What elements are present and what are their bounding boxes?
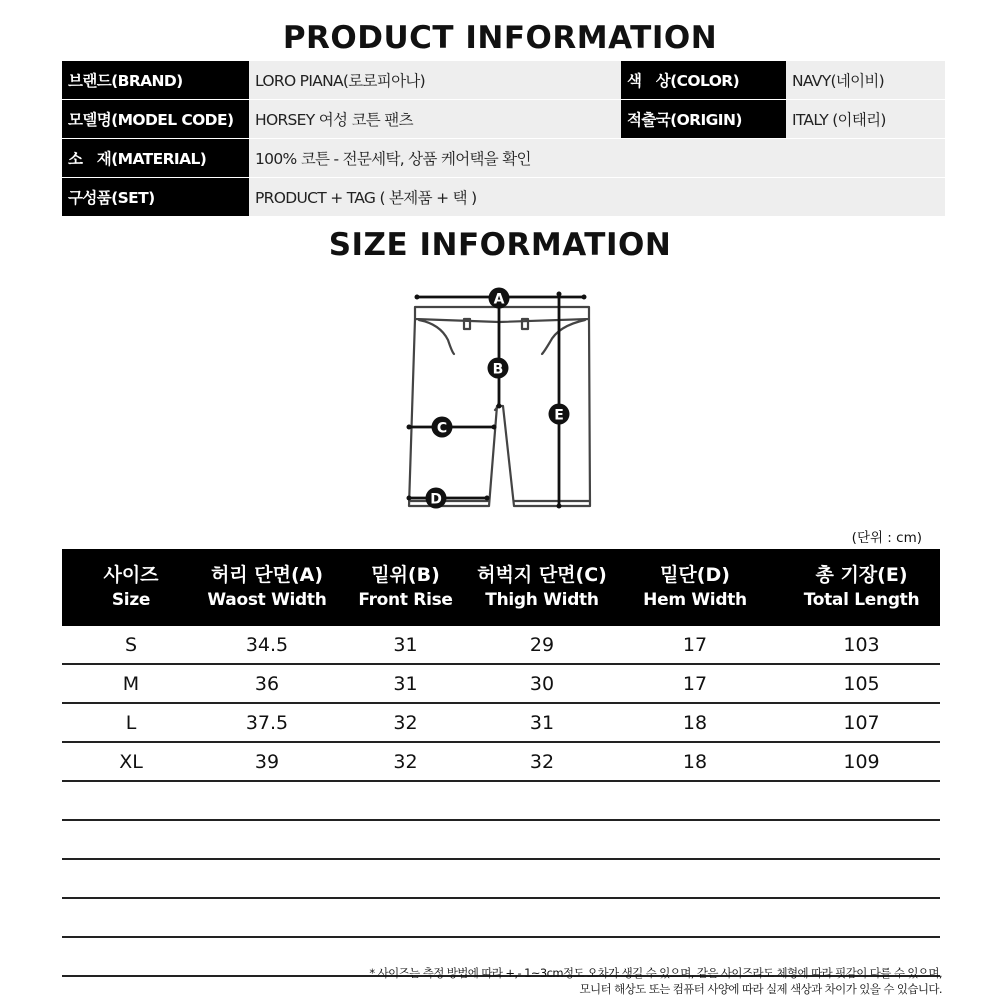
size-table: [62, 549, 940, 977]
size-table-cell: [62, 859, 200, 898]
header-english-label: Size: [111, 589, 151, 610]
size-table-cell: M: [62, 664, 200, 703]
material-label: 소 재(MATERIAL): [62, 139, 249, 178]
size-column-header: [334, 549, 477, 626]
size-table-cell: 17: [607, 626, 783, 664]
size-disclaimer: [369, 965, 942, 997]
size-column-header: [477, 549, 607, 626]
svg-text:E: E: [554, 407, 564, 424]
size-table-cell: [62, 820, 200, 859]
marker-a: [489, 288, 510, 309]
size-table-cell: 32: [477, 742, 607, 781]
size-table-cell: 32: [334, 742, 477, 781]
size-table-cell: [477, 820, 607, 859]
size-table-row: [62, 703, 940, 742]
header-korean-label: 총 기장(E): [815, 564, 908, 587]
origin-value: ITALY (이태리): [786, 100, 945, 139]
color-label: 색 상(COLOR): [621, 61, 786, 100]
disclaimer-line-2: 모니터 해상도 또는 컴퓨터 사양에 따라 실제 색상과 차이가 있을 수 있습니다.: [579, 982, 942, 996]
size-table-row: [62, 898, 940, 937]
size-table-row: [62, 742, 940, 781]
size-table-cell: 29: [477, 626, 607, 664]
size-table-header: [62, 549, 940, 626]
marker-b: [488, 358, 509, 379]
material-value: 100% 코튼 - 전문세탁, 상품 케어택을 확인: [249, 139, 945, 178]
size-table-cell: [477, 781, 607, 820]
info-row: [62, 61, 945, 100]
svg-text:B: B: [492, 361, 504, 378]
size-table-cell: [200, 937, 334, 976]
size-table-cell: [62, 781, 200, 820]
header-korean-label: 밑위(B): [371, 564, 440, 587]
size-table-cell: [334, 898, 477, 937]
size-table-body: [62, 626, 940, 976]
brand-label: 브랜드(BRAND): [62, 61, 249, 100]
size-table-cell: 107: [783, 703, 940, 742]
marker-c: [432, 417, 453, 438]
size-table-cell: XL: [62, 742, 200, 781]
svg-text:D: D: [430, 491, 442, 508]
size-table-cell: 31: [334, 664, 477, 703]
header-english-label: Thigh Width: [485, 589, 599, 610]
size-information-title: SIZE INFORMATION: [328, 227, 672, 263]
marker-d: [426, 488, 447, 509]
size-column-header: [607, 549, 783, 626]
brand-value: LORO PIANA(로로피아나): [249, 61, 621, 100]
size-table-cell: [200, 781, 334, 820]
product-info-table: [62, 61, 945, 217]
size-column-header: [62, 549, 200, 626]
size-table-cell: 109: [783, 742, 940, 781]
size-table-cell: [783, 859, 940, 898]
header-korean-label: 허벅지 단면(C): [477, 564, 607, 587]
size-table-cell: [62, 898, 200, 937]
color-value: NAVY(네이비): [786, 61, 945, 100]
size-table-row: [62, 626, 940, 664]
size-table-cell: [200, 859, 334, 898]
info-row: [62, 178, 945, 217]
size-table-cell: [607, 859, 783, 898]
size-table-cell: [607, 781, 783, 820]
size-table-cell: [334, 781, 477, 820]
size-table-cell: [200, 820, 334, 859]
size-table-cell: 32: [334, 703, 477, 742]
product-information-title: PRODUCT INFORMATION: [282, 20, 718, 56]
model-code-value: HORSEY 여성 코튼 팬츠: [249, 100, 621, 139]
size-table-cell: S: [62, 626, 200, 664]
size-table-cell: [334, 859, 477, 898]
header-korean-label: 사이즈: [103, 564, 159, 587]
size-table-cell: [783, 820, 940, 859]
model-code-label: 모델명(MODEL CODE): [62, 100, 249, 139]
set-label: 구성품(SET): [62, 178, 249, 217]
size-column-header: [783, 549, 940, 626]
size-table-row: [62, 820, 940, 859]
size-table-cell: 36: [200, 664, 334, 703]
header-english-label: Waost Width: [207, 589, 327, 610]
size-table-cell: 34.5: [200, 626, 334, 664]
size-table-cell: 30: [477, 664, 607, 703]
size-table-row: [62, 859, 940, 898]
size-table-cell: 39: [200, 742, 334, 781]
set-value: PRODUCT + TAG ( 본제품 + 택 ): [249, 178, 945, 217]
svg-text:C: C: [436, 420, 448, 437]
size-table-row: [62, 664, 940, 703]
header-korean-label: 밑단(D): [660, 564, 730, 587]
info-row: [62, 100, 945, 139]
size-table-cell: 37.5: [200, 703, 334, 742]
size-table-cell: [477, 898, 607, 937]
size-table-cell: 17: [607, 664, 783, 703]
size-table-cell: [477, 859, 607, 898]
size-table-cell: 103: [783, 626, 940, 664]
size-table-cell: 105: [783, 664, 940, 703]
shorts-measurement-diagram: [398, 282, 598, 516]
right-pocket: [542, 320, 585, 354]
marker-e: [549, 404, 570, 425]
svg-text:A: A: [493, 291, 505, 308]
size-table-cell: [200, 898, 334, 937]
left-pocket: [419, 320, 454, 354]
header-english-label: Total Length: [803, 589, 920, 610]
size-table-cell: 31: [334, 626, 477, 664]
size-table-cell: [334, 820, 477, 859]
size-table-cell: [783, 781, 940, 820]
size-table-cell: 18: [607, 703, 783, 742]
size-table-cell: L: [62, 703, 200, 742]
size-column-header: [200, 549, 334, 626]
size-table-row: [62, 781, 940, 820]
size-table-cell: [607, 820, 783, 859]
header-korean-label: 허리 단면(A): [210, 564, 324, 587]
size-table-cell: 31: [477, 703, 607, 742]
size-table-cell: 18: [607, 742, 783, 781]
unit-note: (단위 : cm): [851, 530, 922, 546]
info-row: [62, 139, 945, 178]
size-table-cell: [607, 898, 783, 937]
waistband-outline: [415, 307, 589, 322]
header-english-label: Hem Width: [643, 589, 747, 610]
disclaimer-line-1: * 사이즈는 측정 방법에 따라 +,- 1~3cm정도 오차가 생길 수 있으며, 같은 사이즈라도 체형에 따라 핏감이 다를 수 있으며,: [369, 966, 942, 980]
header-english-label: Front Rise: [358, 589, 453, 610]
size-table-cell: [783, 898, 940, 937]
origin-label: 적출국(ORIGIN): [621, 100, 786, 139]
size-table-cell: [62, 937, 200, 976]
